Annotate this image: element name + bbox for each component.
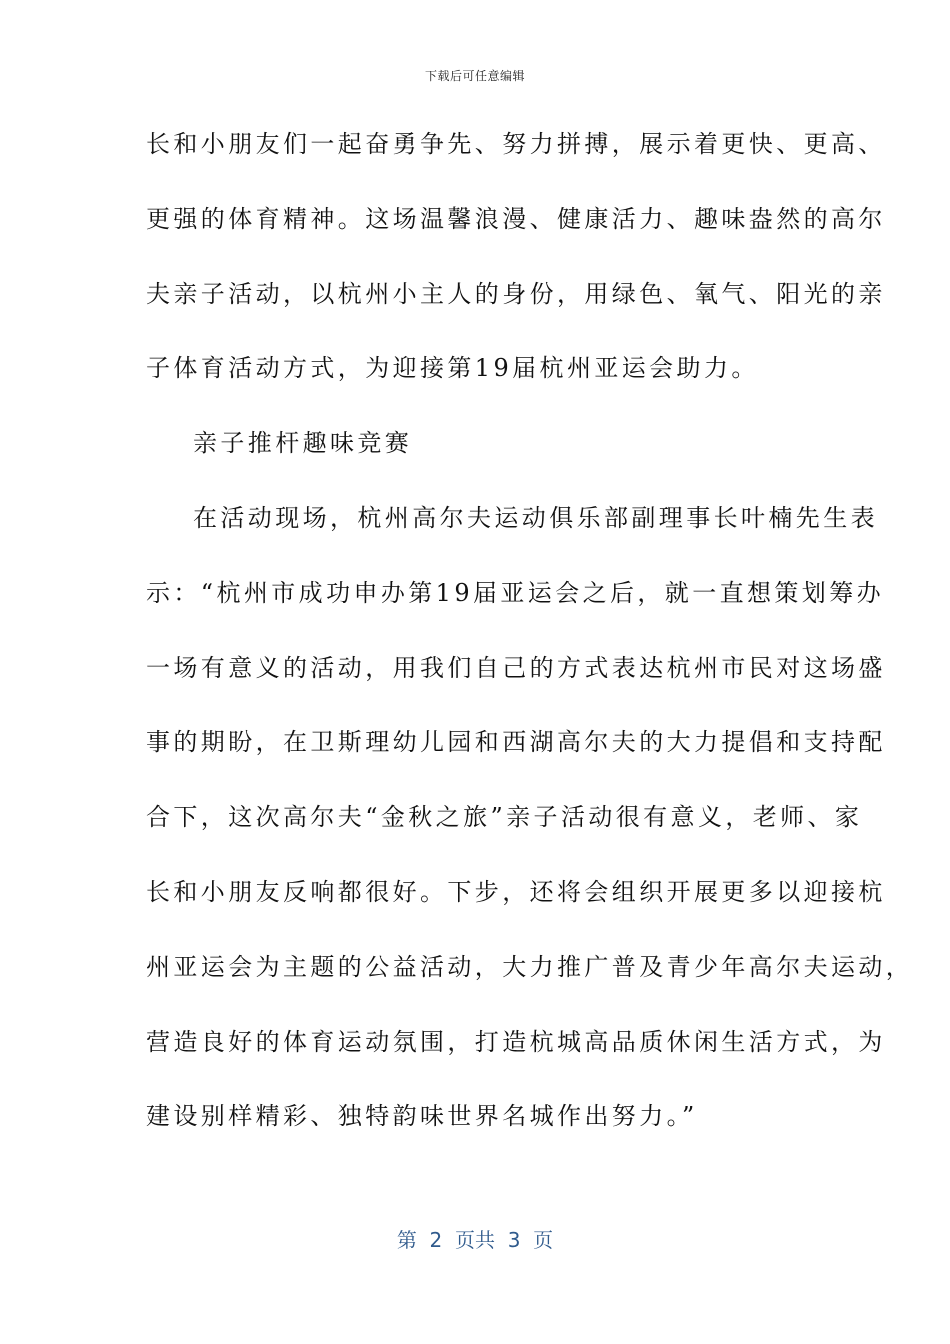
text-line: 长和小朋友反响都很好。下步，还将会组织开展更多以迎接杭: [146, 877, 886, 906]
text-line: 一场有意义的活动，用我们自己的方式表达杭州市民对这场盛: [146, 653, 886, 682]
section-heading: 亲子推杆趣味竞赛: [193, 429, 413, 458]
page-number-footer: 第 2 页共 3 页: [396, 1228, 554, 1252]
text-line: 建设别样精彩、独特韵味世界名城作出努力。”: [146, 1102, 698, 1131]
text-line: 示：“杭州市成功申办第19届亚运会之后，就一直想策划筹办: [146, 578, 885, 607]
document-body: [146, 122, 914, 1169]
header-note: 下载后可任意编辑: [424, 69, 525, 83]
text-line: 在活动现场，杭州高尔夫运动俱乐部副理事长叶楠先生表: [193, 503, 878, 532]
text-line: 子体育活动方式，为迎接第19届杭州亚运会助力。: [146, 354, 759, 383]
text-line: 州亚运会为主题的公益活动，大力推广普及青少年高尔夫运动，: [146, 952, 914, 981]
text-line: 长和小朋友们一起奋勇争先、努力拼搏，展示着更快、更高、: [146, 130, 886, 158]
text-line: 合下，这次高尔夫“金秋之旅”亲子活动很有意义，老师、家: [146, 803, 863, 832]
text-line: 夫亲子活动，以杭州小主人的身份，用绿色、氧气、阳光的亲: [146, 279, 886, 308]
text-line: 事的期盼，在卫斯理幼儿园和西湖高尔夫的大力提倡和支持配: [146, 728, 886, 757]
text-line: 营造良好的体育运动氛围，打造杭城高品质休闲生活方式，为: [146, 1027, 886, 1056]
text-line: 更强的体育精神。这场温馨浪漫、健康活力、趣味盎然的高尔: [146, 204, 886, 233]
